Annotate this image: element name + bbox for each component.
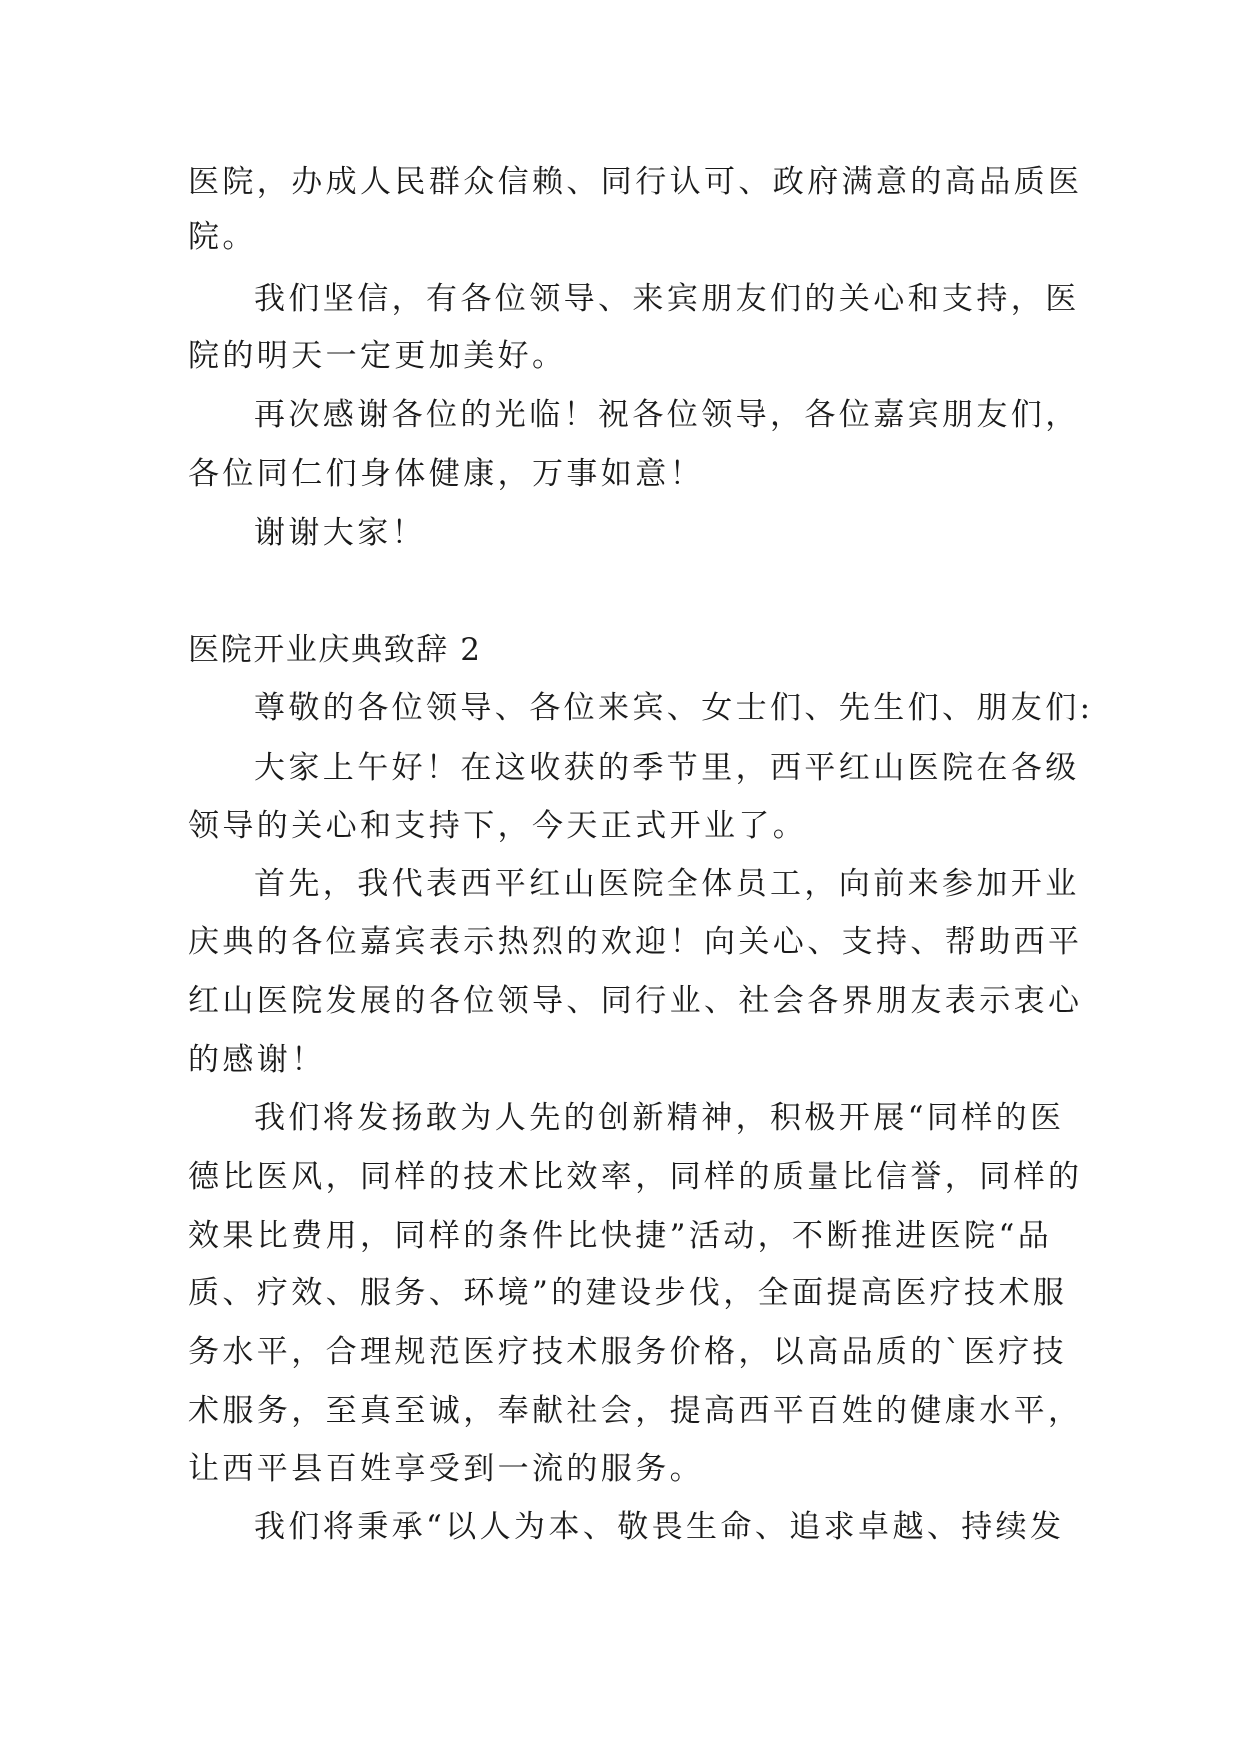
text-line: 的感谢！ [188, 1042, 326, 1078]
text-line: 谢谢大家！ [254, 515, 426, 551]
text-line: 德比医风，同样的技术比效率，同样的质量比信誉，同样的 [188, 1159, 1083, 1195]
text-line: 我们将秉承“以人为本、敬畏生命、追求卓越、持续发 [254, 1509, 1065, 1545]
text-line: 术服务，至真至诚，奉献社会，提高西平百姓的健康水平， [188, 1393, 1083, 1429]
text-line: 尊敬的各位领导、各位来宾、女士们、先生们、朋友们: [254, 690, 1094, 726]
text-line: 我们将发扬敢为人先的创新精神，积极开展“同样的医 [254, 1100, 1065, 1136]
text-line: 效果比费用，同样的条件比快捷”活动，不断推进医院“品 [188, 1218, 1053, 1254]
text-line: 我们坚信，有各位领导、来宾朋友们的关心和支持，医 [254, 281, 1080, 317]
text-line: 质、疗效、服务、环境”的建设步伐，全面提高医疗技术服 [188, 1275, 1068, 1311]
text-line: 庆典的各位嘉宾表示热烈的欢迎！向关心、支持、帮助西平 [188, 924, 1083, 960]
text-line: 红山医院发展的各位领导、同行业、社会各界朋友表示衷心 [188, 983, 1083, 1019]
text-line: 院的明天一定更加美好。 [188, 338, 567, 374]
text-line: 再次感谢各位的光临！祝各位领导，各位嘉宾朋友们， [254, 397, 1080, 433]
text-line: 首先，我代表西平红山医院全体员工，向前来参加开业 [254, 866, 1080, 902]
text-line: 医院，办成人民群众信赖、同行认可、政府满意的高品质医 [188, 164, 1083, 200]
text-line: 院。 [188, 219, 257, 255]
text-line: 让西平县百姓享受到一流的服务。 [188, 1451, 704, 1487]
text-line: 各位同仁们身体健康，万事如意！ [188, 456, 704, 492]
text-line: 务水平，合理规范医疗技术服务价格，以高品质的`医疗技 [188, 1334, 1067, 1370]
text-line: 领导的关心和支持下，今天正式开业了。 [188, 808, 808, 844]
text-line: 大家上午好！在这收获的季节里，西平红山医院在各级 [254, 750, 1080, 786]
section-title: 医院开业庆典致辞 2 [188, 632, 482, 668]
